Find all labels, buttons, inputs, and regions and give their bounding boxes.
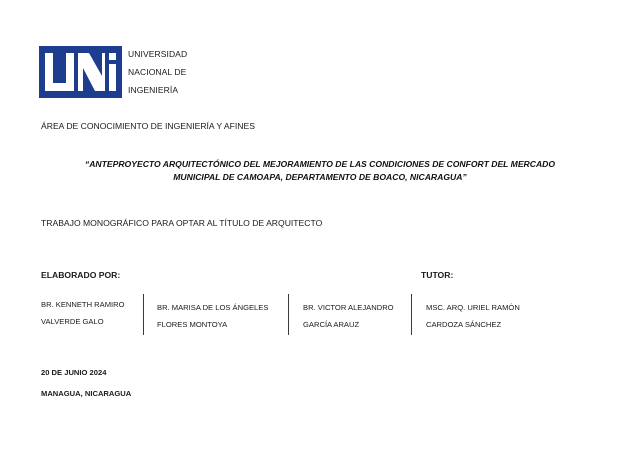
- column-divider: [288, 294, 289, 335]
- authors-label: ELABORADO POR:: [41, 270, 121, 280]
- tutor-label: TUTOR:: [421, 270, 454, 280]
- author-1-name-line-1: BR. KENNETH RAMIRO: [41, 300, 125, 309]
- date: 20 DE JUNIO 2024: [41, 368, 107, 377]
- thesis-title-line-2: MUNICIPAL DE CAMOAPA, DEPARTAMENTO DE BOACO, NICARAGUA”: [173, 172, 467, 182]
- author-3-name-line-1: BR. VICTOR ALEJANDRO: [303, 303, 394, 312]
- degree-purpose: TRABAJO MONOGRÁFICO PARA OPTAR AL TÍTULO DE ARQUITECTO: [41, 218, 323, 228]
- column-divider: [411, 294, 412, 335]
- place: MANAGUA, NICARAGUA: [41, 389, 132, 398]
- knowledge-area: ÁREA DE CONOCIMIENTO DE INGENIERÍA Y AFINES: [41, 121, 255, 131]
- author-1-name-line-2: VALVERDE GALO: [41, 317, 104, 326]
- tutor-name-line-1: MSC. ARQ. URIEL RAMÓN: [426, 303, 520, 312]
- thesis-title-line-1: “ANTEPROYECTO ARQUITECTÓNICO DEL MEJORAMIENTO DE LAS CONDICIONES DE CONFORT DEL MERCADO: [84, 159, 556, 169]
- university-name-line-3: INGENIERÍA: [128, 85, 179, 95]
- author-2-name-line-1: BR. MARISA DE LOS ÁNGELES: [157, 303, 269, 312]
- tutor-name-line-2: CARDOZA SÁNCHEZ: [426, 320, 502, 329]
- university-name-line-1: UNIVERSIDAD: [128, 49, 188, 59]
- author-1: [41, 300, 125, 326]
- thesis-title: [40, 158, 600, 184]
- column-divider: [143, 294, 144, 335]
- author-2: [157, 303, 268, 329]
- university-name-line-2: NACIONAL DE: [128, 67, 187, 77]
- uni-logo-icon: [39, 46, 122, 98]
- author-2-name-line-2: FLORES MONTOYA: [157, 320, 228, 329]
- tutor: [426, 303, 520, 329]
- author-3: [303, 303, 394, 329]
- author-3-name-line-2: GARCÍA ARAUZ: [303, 320, 360, 329]
